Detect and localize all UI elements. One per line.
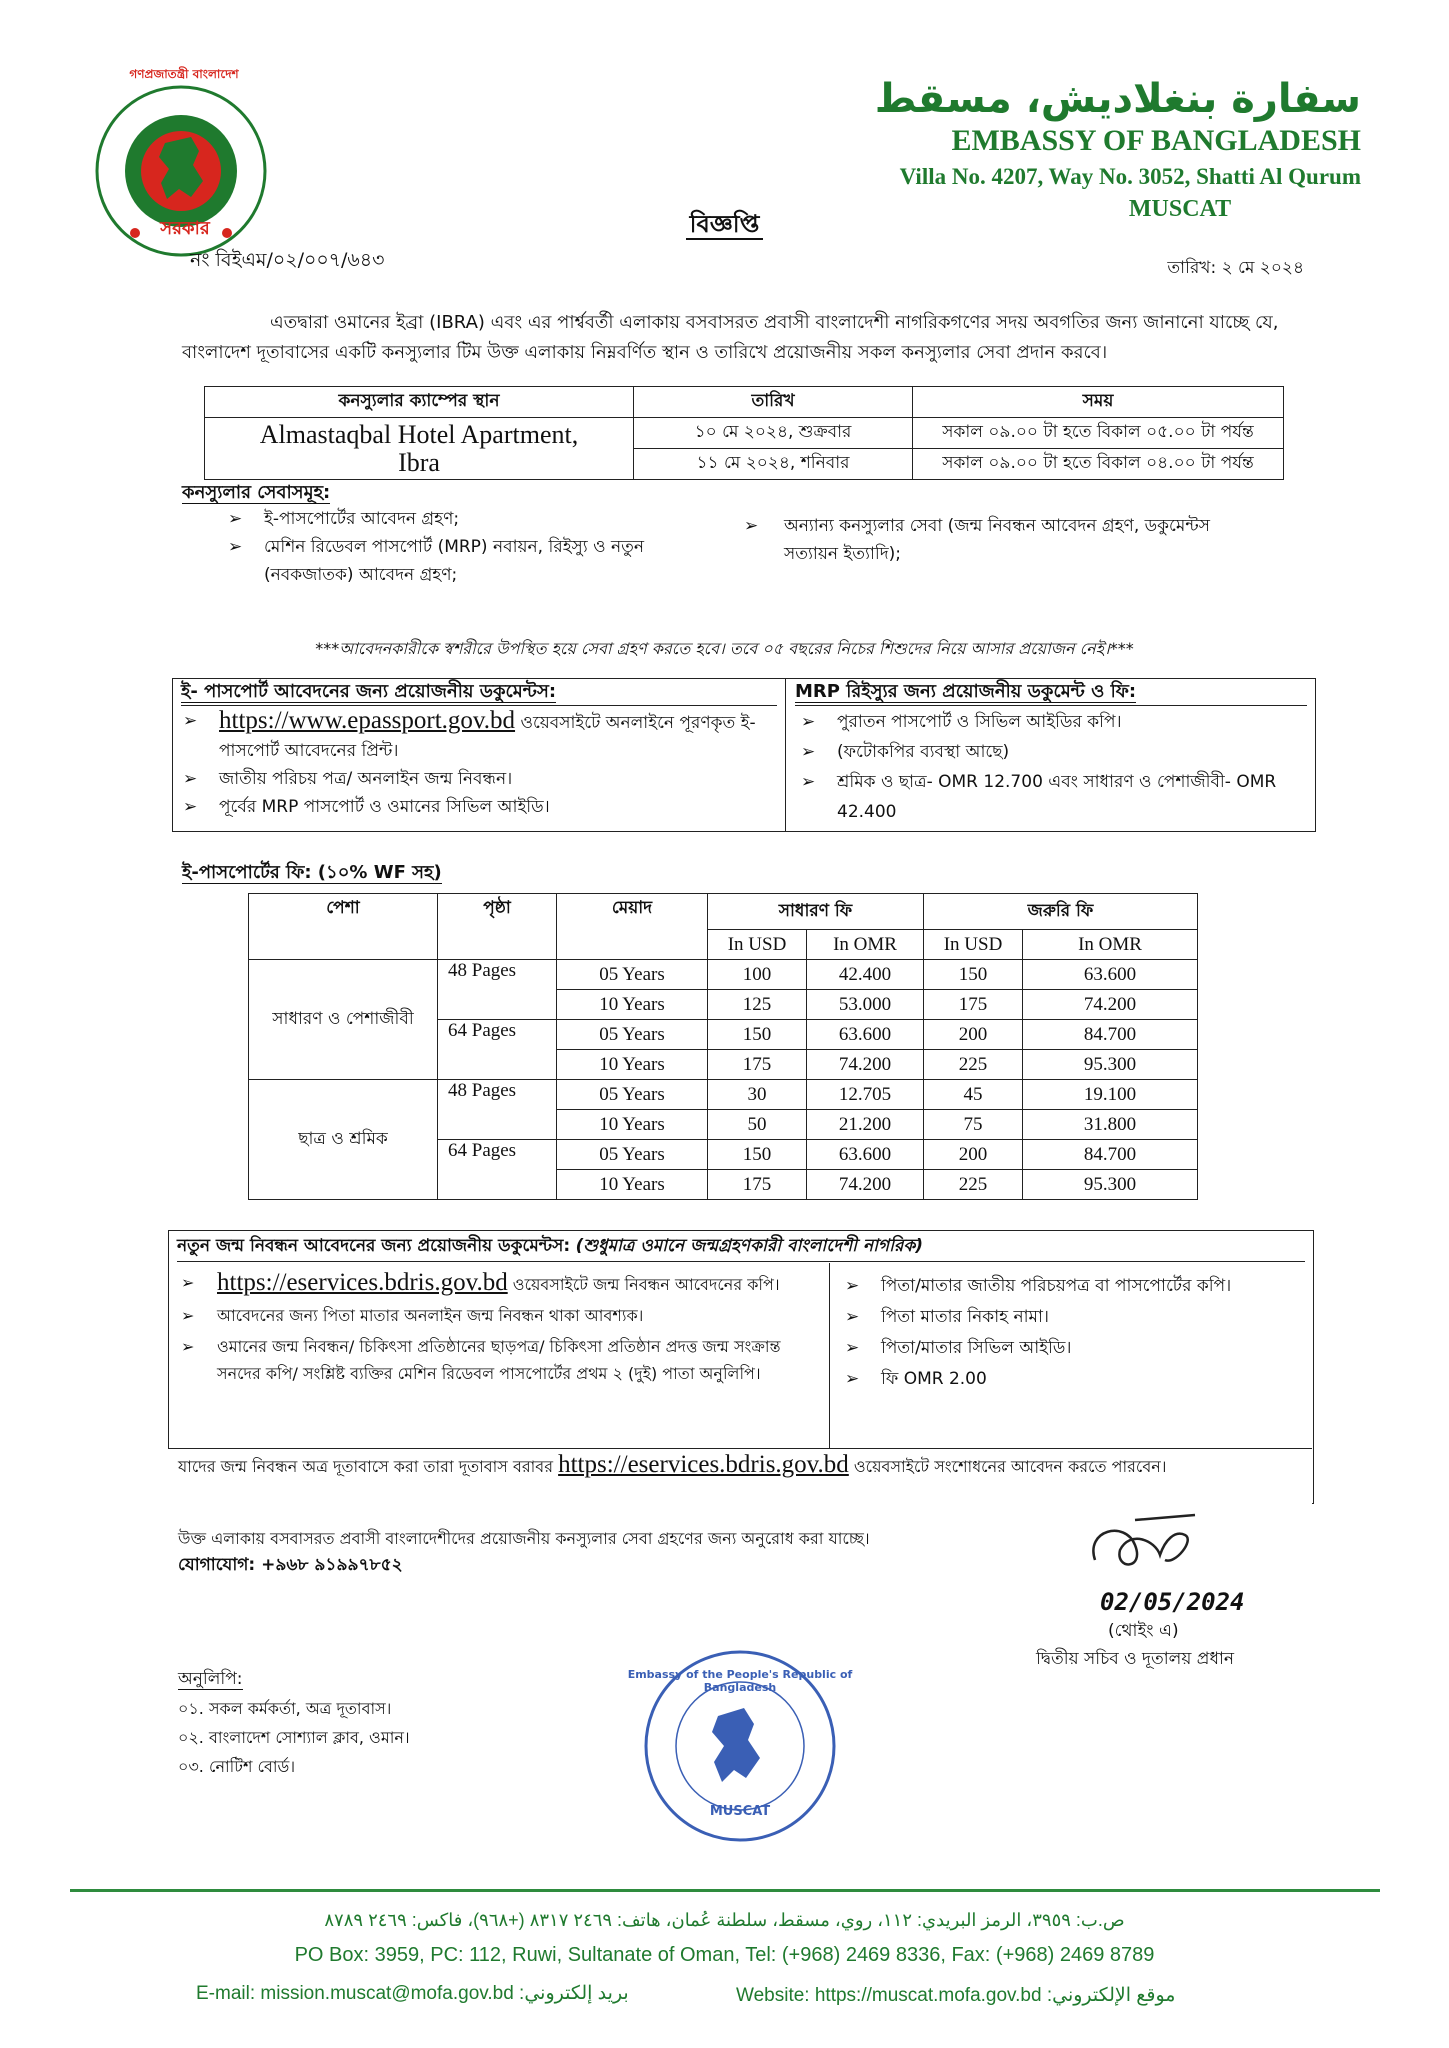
fee-subheader-omr: In OMR — [1023, 930, 1198, 960]
arrow-bullet-icon: ➢ — [181, 1337, 195, 1356]
list-item: ০৩. নোটিশ বোর্ড। — [178, 1757, 296, 1776]
list-item: ০২. বাংলাদেশ সোশ্যাল ক্লাব, ওমান। — [178, 1728, 410, 1747]
fee-header-profession: পেশা — [249, 894, 438, 960]
intro-paragraph: এতদ্বারা ওমানের ইব্রা (IBRA) এবং এর পার্শ্ববর্তী এলাকায় বসবাসরত প্রবাসী বাংলাদেশী নাগরিকগণের সদয় অবগতির জন্য জানানো যাচ্ছে যে, বাংলাদেশ দূতাবাসের একটি কনস্যুলার টিম উক্ত এলাকায় নিম্নবর্ণিত স্থান ও তারিখে প্রয়োজনীয় সকল কনস্যুলার সেবা প্রদান করবে। — [182, 312, 1279, 363]
fee-regular-omr: 21.200 — [807, 1110, 924, 1140]
fee-table — [248, 893, 1198, 1200]
list-item: ➢ শ্রমিক ও ছাত্র- OMR 12.700 এবং সাধারণ ও পেশাজীবী- OMR 42.400 — [801, 767, 1301, 827]
list-item: ➢ ওমানের জন্ম নিবন্ধন/ চিকিৎসা প্রতিষ্ঠানের ছাড়পত্র/ চিকিৎসা প্রতিষ্ঠান প্রদত্ত জন্ম সংক্রান্ত সনদের কপি/ সংশ্লিষ্ট ব্যক্তির মেশিন রিডেবল পাসপোর্টের প্রথম ২ (দুই) পাতা অনুলিপি। — [181, 1333, 821, 1387]
embassy-name: EMBASSY OF BANGLADESH — [951, 124, 1361, 157]
notice-date: তারিখ: ২ মে ২০২৪ — [1167, 258, 1304, 278]
fee-urgent-omr: 95.300 — [1023, 1170, 1198, 1200]
bdris-correction-link[interactable]: https://eservices.bdris.gov.bd — [558, 1451, 849, 1478]
fee-regular-usd: 50 — [708, 1110, 807, 1140]
fee-years: 05 Years — [557, 1020, 708, 1050]
list-item: ➢ পূর্বের MRP পাসপোর্ট ও ওমানের সিভিল আইডি। — [183, 793, 779, 821]
fee-years: 10 Years — [557, 1050, 708, 1080]
fee-pages: 48 Pages — [438, 1080, 557, 1140]
arrow-bullet-icon: ➢ — [228, 537, 243, 557]
fee-urgent-omr: 63.600 — [1023, 960, 1198, 990]
mrp-docs — [787, 679, 1315, 831]
mrp-docs-title: MRP রিইস্যুর জন্য প্রয়োজনীয় ডকুমেন্ট ও ফি: — [795, 679, 1307, 706]
fee-regular-omr: 12.705 — [807, 1080, 924, 1110]
birth-docs-title-note: (শুধুমাত্র ওমানে জন্মগ্রহণকারী বাংলাদেশী নাগরিক) — [575, 1236, 924, 1256]
fee-years: 05 Years — [557, 960, 708, 990]
fee-urgent-omr: 19.100 — [1023, 1080, 1198, 1110]
fee-regular-usd: 100 — [708, 960, 807, 990]
list-item: ০১. সকল কর্মকর্তা, অত্র দূতাবাস। — [178, 1699, 392, 1718]
list-item: ➢ পিতা/মাতার সিভিল আইডি। — [845, 1333, 1305, 1364]
signature-date: 02/05/2024 — [1100, 1588, 1245, 1616]
fee-regular-omr: 74.200 — [807, 1170, 924, 1200]
fee-header-regular: সাধারণ ফি — [708, 894, 924, 930]
fee-pages: 48 Pages — [438, 960, 557, 1020]
camp-header-location: কনস্যুলার ক্যাম্পের স্থান — [205, 387, 634, 418]
correction-box: যাদের জন্ম নিবন্ধন অত্র দূতাবাসে করা তারা দূতাবাস বরাবর https://eservices.bdris.gov.bd ওয়েবসাইটে সংশোধনের আবেদন করতে পারবেন। — [168, 1448, 1312, 1506]
list-item: ➢ পিতা/মাতার জাতীয় পরিচয়পত্র বা পাসপোর্টের কপি। — [845, 1271, 1305, 1302]
arrow-bullet-icon: ➢ — [845, 1338, 860, 1358]
fee-urgent-usd: 225 — [924, 1050, 1023, 1080]
fee-subheader-omr: In OMR — [807, 930, 924, 960]
fee-profession: সাধারণ ও পেশাজীবী — [249, 960, 438, 1080]
camp-time: সকাল ০৯.০০ টা হতে বিকাল ০৫.০০ টা পর্যন্ত — [913, 418, 1284, 449]
fee-urgent-usd: 75 — [924, 1110, 1023, 1140]
fee-profession: ছাত্র ও শ্রমিক — [249, 1080, 438, 1200]
fee-urgent-omr: 31.800 — [1023, 1110, 1198, 1140]
arrow-bullet-icon: ➢ — [845, 1307, 860, 1327]
fee-urgent-usd: 200 — [924, 1140, 1023, 1170]
fee-urgent-usd: 175 — [924, 990, 1023, 1020]
fee-urgent-omr: 84.700 — [1023, 1020, 1198, 1050]
attendance-note: ***আবেদনকারীকে স্বশরীরে উপস্থিত হয়ে সেবা গ্রহণ করতে হবে। তবে ০৫ বছরের নিচের শিশুদের নিয়ে আসার প্রয়োজন নেই।*** — [315, 639, 1134, 658]
fee-years: 10 Years — [557, 1170, 708, 1200]
footer-website[interactable]: Website: https://muscat.mofa.gov.bd :موقع الإلكتروني — [736, 1985, 1176, 2006]
birth-docs-title: নতুন জন্ম নিবন্ধন আবেদনের জন্য প্রয়োজনীয় ডকুমেন্টস: (শুধুমাত্র ওমানে জন্মগ্রহণকারী বাংলাদেশী নাগরিক) — [177, 1231, 1305, 1262]
seal-ring-text: Embassy of the People's Republic of Bangladesh — [627, 1668, 853, 1694]
embassy-name-arabic: سفارة بنغلاديش، مسقط — [874, 76, 1361, 122]
logo-text-top-visible: গণপ্রজাতন্ত্রী বাংলাদেশ — [129, 67, 239, 81]
fee-years: 05 Years — [557, 1140, 708, 1170]
bdris-link[interactable]: https://eservices.bdris.gov.bd — [217, 1269, 508, 1296]
fee-header-urgent: জরুরি ফি — [924, 894, 1198, 930]
services-right-list: ➢ অন্যান্য কনস্যুলার সেবা (জন্ম নিবন্ধন আবেদন গ্রহণ, ডকুমেন্টস সত্যায়ন ইত্যাদি); — [744, 512, 1284, 568]
epassport-link[interactable]: https://www.epassport.gov.bd — [219, 707, 516, 734]
list-item: ➢ পিতা মাতার নিকাহ নামা। — [845, 1302, 1305, 1333]
arrow-bullet-icon: ➢ — [183, 711, 198, 731]
fee-regular-usd: 150 — [708, 1140, 807, 1170]
fee-pages: 64 Pages — [438, 1140, 557, 1200]
signature — [1075, 1500, 1225, 1590]
list-item: ➢ আবেদনের জন্য পিতা মাতার অনলাইন জন্ম নিবন্ধন থাকা আবশ্যক। — [181, 1302, 821, 1329]
embassy-address: Villa No. 4207, Way No. 3052, Shatti Al Qurum — [899, 164, 1361, 189]
fee-urgent-omr: 84.700 — [1023, 1140, 1198, 1170]
notice-title: বিজ্ঞপ্তি — [0, 206, 1449, 246]
camp-location: Almastaqbal Hotel Apartment, Ibra — [205, 418, 634, 480]
list-item: ➢ (ফটোকপির ব্যবস্থা আছে) — [801, 737, 1301, 767]
documents-box — [172, 678, 1316, 832]
fee-regular-omr: 53.000 — [807, 990, 924, 1020]
fee-years: 10 Years — [557, 1110, 708, 1140]
reference-number: নং বিইএম/০২/০০৭/৬৪৩ — [190, 249, 385, 271]
fee-urgent-usd: 45 — [924, 1080, 1023, 1110]
fee-subheader-usd: In USD — [708, 930, 807, 960]
signer-title: দ্বিতীয় সচিব ও দূতালয় প্রধান — [1036, 1649, 1235, 1669]
list-item: ➢ https://www.epassport.gov.bd ওয়েবসাইটে অনলাইনে পূরণকৃত ই-পাসপোর্ট আবেদনের প্রিন্ট। — [183, 707, 779, 765]
copies-list — [178, 1694, 410, 1781]
fee-regular-usd: 175 — [708, 1170, 807, 1200]
fee-urgent-usd: 200 — [924, 1020, 1023, 1050]
table-row — [249, 960, 1198, 990]
table-row — [249, 1080, 1198, 1110]
contact-number: যোগাযোগ: +৯৬৮ ৯১৯৯৭৮৫২ — [178, 1555, 403, 1575]
camp-time: সকাল ০৯.০০ টা হতে বিকাল ০৪.০০ টা পর্যন্ত — [913, 449, 1284, 480]
fee-regular-usd: 30 — [708, 1080, 807, 1110]
epassport-docs-title: ই- পাসপোর্ট আবেদনের জন্য প্রয়োজনীয় ডকুমেন্টস: — [181, 679, 777, 706]
list-item: ➢ ফি OMR 2.00 — [845, 1364, 1305, 1395]
camp-table — [204, 386, 1284, 480]
fee-title: ই-পাসপোর্টের ফি: (১০% WF সহ) — [182, 862, 442, 883]
fee-regular-usd: 175 — [708, 1050, 807, 1080]
arrow-bullet-icon: ➢ — [744, 516, 759, 536]
list-item: ➢ ই-পাসপোর্টের আবেদন গ্রহণ; — [228, 505, 748, 533]
fee-regular-omr: 74.200 — [807, 1050, 924, 1080]
fee-pages: 64 Pages — [438, 1020, 557, 1080]
arrow-bullet-icon: ➢ — [801, 742, 816, 762]
camp-date: ১১ মে ২০২৪, শনিবার — [634, 449, 913, 480]
camp-date: ১০ মে ২০২৪, শুক্রবার — [634, 418, 913, 449]
list-item: ➢ পুরাতন পাসপোর্ট ও সিভিল আইডির কপি। — [801, 707, 1301, 737]
fee-urgent-omr: 74.200 — [1023, 990, 1198, 1020]
list-item: ➢ মেশিন রিডেবল পাসপোর্ট (MRP) নবায়ন, রিইস্যু ও নতুন (নবকজাতক) আবেদন গ্রহণ; — [228, 533, 748, 589]
arrow-bullet-icon: ➢ — [845, 1369, 860, 1389]
embassy-city: MUSCAT — [1128, 196, 1232, 222]
fee-years: 05 Years — [557, 1080, 708, 1110]
fee-urgent-omr: 95.300 — [1023, 1050, 1198, 1080]
arrow-bullet-icon: ➢ — [228, 509, 243, 529]
arrow-bullet-icon: ➢ — [183, 797, 198, 817]
list-item: ➢ জাতীয় পরিচয় পত্র/ অনলাইন জন্ম নিবন্ধন। — [183, 765, 779, 793]
arrow-bullet-icon: ➢ — [181, 1306, 195, 1325]
request-text: উক্ত এলাকায় বসবাসরত প্রবাসী বাংলাদেশীদের প্রয়োজনীয় কনস্যুলার সেবা গ্রহণের জন্য অনুরোধ করা যাচ্ছে। — [178, 1529, 870, 1548]
arrow-bullet-icon: ➢ — [845, 1276, 860, 1296]
fee-urgent-usd: 225 — [924, 1170, 1023, 1200]
arrow-bullet-icon: ➢ — [801, 712, 816, 732]
fee-header-validity: মেয়াদ — [557, 894, 708, 960]
fee-regular-omr: 63.600 — [807, 1020, 924, 1050]
fee-subheader-usd: In USD — [924, 930, 1023, 960]
services-title: কনস্যুলার সেবাসমূহ: — [182, 482, 331, 503]
fee-urgent-usd: 150 — [924, 960, 1023, 990]
footer-divider — [70, 1889, 1380, 1892]
logo-text-bottom: সরকার — [160, 218, 210, 239]
arrow-bullet-icon: ➢ — [183, 769, 198, 789]
footer-address: PO Box: 3959, PC: 112, Ruwi, Sultanate of Oman, Tel: (+968) 2469 8336, Fax: (+968) 2469 8789 — [294, 1944, 1155, 1966]
fee-header-pages: পৃষ্ঠা — [438, 894, 557, 960]
list-item: ➢ https://eservices.bdris.gov.bd ওয়েবসাইটে জন্ম নিবন্ধন আবেদনের কপি। — [181, 1269, 780, 1296]
fee-regular-usd: 150 — [708, 1020, 807, 1050]
services-left-list — [228, 505, 748, 589]
camp-header-date: তারিখ — [634, 387, 913, 418]
footer-arabic: ص.ب: ٣٩٥٩، الرمز البريدي: ١١٢، روي، مسقط، سلطنة عُمان، هاتف: ٢٤٦٩ ٨٣١٧ (+٩٦٨)، فاكس: ٢٤٦٩ ٨٧٨٩ — [324, 1910, 1125, 1930]
fee-regular-usd: 125 — [708, 990, 807, 1020]
fee-regular-omr: 63.600 — [807, 1140, 924, 1170]
camp-header-time: সময় — [913, 387, 1284, 418]
copies-title: অনুলিপি: — [178, 1669, 243, 1689]
footer-email[interactable]: E-mail: mission.muscat@mofa.gov.bd :بريد إلكتروني — [196, 1983, 629, 2004]
signer-name: (থোইং এ) — [1108, 1621, 1179, 1641]
seal-city: MUSCAT — [709, 1804, 771, 1819]
fee-regular-omr: 42.400 — [807, 960, 924, 990]
epassport-docs — [173, 679, 786, 831]
arrow-bullet-icon: ➢ — [181, 1273, 195, 1292]
arrow-bullet-icon: ➢ — [801, 772, 816, 792]
fee-years: 10 Years — [557, 990, 708, 1020]
